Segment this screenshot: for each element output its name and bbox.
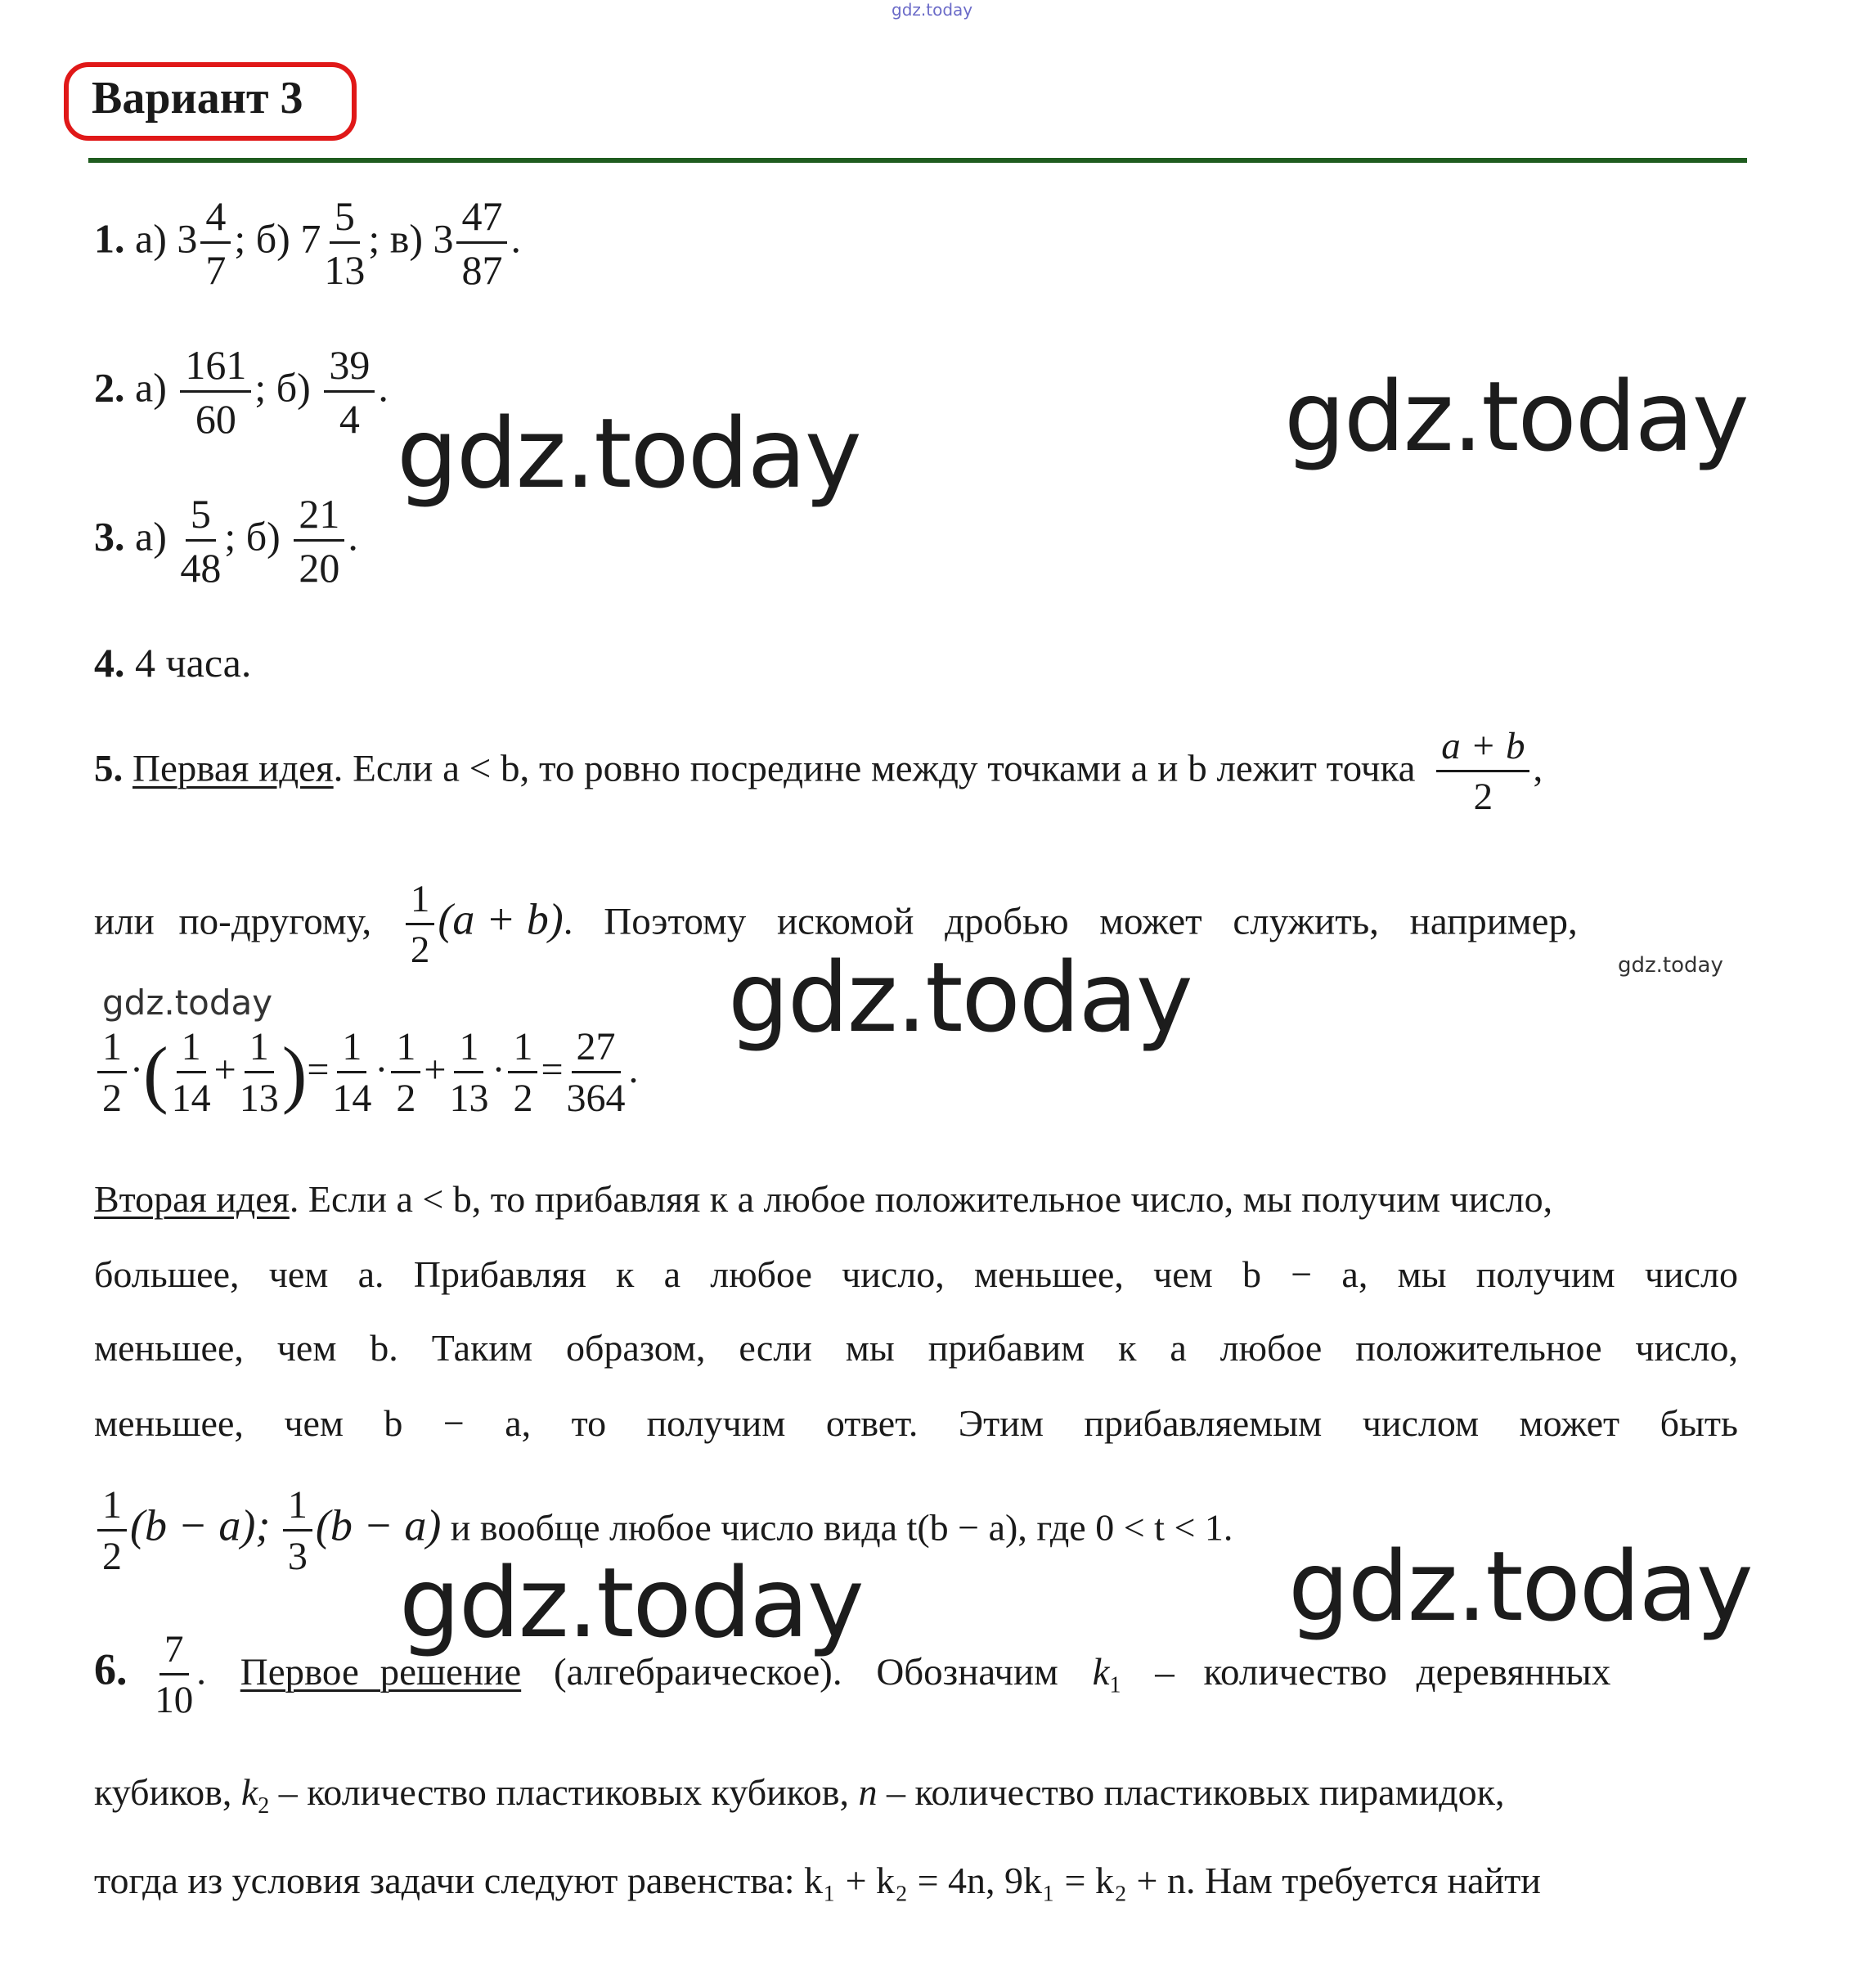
problem-1-a-label: а) 3 — [135, 215, 198, 262]
problem-6-text-1: (алгебраическое). Обозначим — [553, 1650, 1058, 1693]
problem-6-text-1b: – количество деревянных — [1155, 1650, 1611, 1693]
problem-3-number: 3. — [94, 513, 125, 560]
fraction — [180, 344, 251, 440]
denominator: 7 — [205, 246, 227, 293]
problem-6-text-2c: – количество пластиковых пирамидок, — [887, 1771, 1505, 1813]
problem-1-number: 1. — [94, 215, 125, 262]
dot-operator: · — [375, 1047, 389, 1091]
watermark: gdz.today — [1618, 953, 1723, 978]
plus-operator: + — [424, 1047, 447, 1091]
period: . — [510, 215, 521, 262]
denominator: 60 — [195, 395, 236, 442]
numerator: 1 — [97, 1027, 127, 1073]
problem-6-number: 6. — [94, 1644, 128, 1694]
variable-n: n — [858, 1771, 878, 1813]
plus-operator: + — [213, 1047, 236, 1091]
problem-5-line-4 — [94, 1178, 1553, 1220]
fraction — [172, 1027, 211, 1120]
problem-3 — [94, 493, 358, 589]
problem-5-equation — [94, 1027, 639, 1120]
title-divider — [88, 158, 1747, 163]
variable-k: k — [240, 1771, 258, 1813]
problem-5-text-2a: или по-другому, — [94, 900, 372, 943]
problem-1-c-label: ; в) 3 — [368, 215, 454, 262]
numerator: 1 — [177, 1027, 206, 1073]
denominator: 3 — [287, 1535, 308, 1579]
fraction — [97, 1485, 127, 1578]
fraction — [180, 493, 221, 589]
fraction — [97, 1027, 127, 1120]
expression: (b − a) — [315, 1500, 442, 1550]
denominator: 48 — [180, 544, 222, 591]
numerator: 4 — [200, 195, 231, 244]
expression: (b − a); — [130, 1500, 271, 1550]
problem-5-line-7: меньшее, чем b − a, то получим ответ. Этим прибавляемым числом может быть — [94, 1402, 1738, 1444]
denominator: 13 — [239, 1077, 279, 1121]
right-paren: ) — [281, 1031, 308, 1115]
numerator: 39 — [324, 344, 375, 393]
denominator: 10 — [155, 1679, 194, 1722]
fraction — [240, 1027, 279, 1120]
fraction — [294, 493, 344, 589]
fraction — [567, 1027, 626, 1120]
fraction — [391, 1027, 420, 1120]
denominator: 364 — [566, 1077, 626, 1121]
period: . — [378, 364, 389, 411]
denominator: 2 — [1473, 776, 1493, 819]
numerator: 1 — [283, 1485, 312, 1531]
denominator: 20 — [299, 544, 340, 591]
problem-6-text-2b: – количество пластиковых кубиков, — [278, 1771, 849, 1813]
expression: (a + b) — [438, 894, 564, 944]
denominator: 13 — [324, 246, 366, 293]
fraction — [449, 1027, 488, 1120]
denominator: 2 — [396, 1077, 416, 1121]
watermark: gdz.today — [728, 941, 1192, 1054]
denominator: 4 — [339, 395, 360, 442]
numerator: 47 — [456, 195, 507, 244]
subscript: 1 — [1109, 1672, 1121, 1698]
variable-k: k — [1092, 1650, 1110, 1693]
equals-operator: = — [541, 1047, 564, 1091]
second-idea-label: Вторая идея — [94, 1178, 290, 1220]
denominator: 13 — [449, 1077, 489, 1121]
numerator: a + b — [1436, 726, 1529, 772]
problem-3-a-label: а) — [135, 513, 167, 560]
denominator: 2 — [102, 1535, 122, 1579]
problem-5-line-1 — [94, 726, 1543, 818]
first-idea-label: Первая идея — [132, 747, 334, 790]
fraction — [283, 1485, 312, 1578]
fraction — [456, 195, 507, 291]
numerator: 1 — [406, 879, 435, 925]
subscript: 2 — [258, 1793, 270, 1819]
numerator: 21 — [294, 493, 344, 542]
problem-5-text-2b: . Поэтому искомой дробью может служить, например, — [563, 900, 1578, 943]
fraction — [1436, 726, 1529, 818]
problem-5-text-8: и вообще любое число вида t(b − a), где 0 < t < 1. — [450, 1506, 1233, 1549]
fraction — [332, 1027, 371, 1120]
watermark: gdz.today — [102, 983, 273, 1023]
numerator: 5 — [186, 493, 216, 542]
numerator: 1 — [337, 1027, 366, 1073]
watermark: gdz.today — [397, 397, 860, 510]
comma: , — [1533, 747, 1543, 790]
period: . — [196, 1650, 206, 1693]
left-paren: ( — [142, 1031, 168, 1115]
numerator: 1 — [508, 1027, 537, 1073]
equals-operator: = — [307, 1047, 330, 1091]
numerator: 1 — [391, 1027, 420, 1073]
first-solution-label: Первое решение — [240, 1650, 522, 1693]
problem-6-line-3: тогда из условия задачи следуют равенства: k₁ + k₂ = 4n, 9k₁ = k₂ + n. Нам требуется найти — [94, 1860, 1541, 1901]
numerator: 27 — [572, 1027, 621, 1073]
numerator: 1 — [454, 1027, 483, 1073]
fraction — [508, 1027, 537, 1120]
problem-5-text-4: . Если a < b, то прибавляя к a любое положительное число, мы получим число, — [289, 1178, 1553, 1220]
problem-4 — [94, 640, 252, 686]
problem-6-line-2 — [94, 1771, 1505, 1819]
problem-5-line-5: большее, чем a. Прибавляя к a любое число, меньшее, чем b − a, мы получим число — [94, 1253, 1738, 1295]
page-title: Вариант 3 — [92, 73, 303, 124]
problem-2-a-label: а) — [135, 364, 167, 411]
numerator: 7 — [159, 1630, 189, 1675]
problem-2-b-label: ; б) — [254, 364, 311, 411]
denominator: 2 — [102, 1077, 122, 1121]
dot-operator: · — [130, 1047, 143, 1091]
problem-3-b-label: ; б) — [224, 513, 281, 560]
problem-5-number: 5. — [94, 747, 124, 790]
watermark: gdz.today — [1288, 1530, 1752, 1643]
problem-2 — [94, 344, 389, 440]
numerator: 1 — [245, 1027, 274, 1073]
period: . — [628, 1047, 639, 1091]
denominator: 87 — [461, 246, 503, 293]
fraction — [155, 1630, 193, 1721]
watermark-top: gdz.today — [892, 0, 973, 20]
period: . — [348, 513, 358, 560]
numerator: 161 — [180, 344, 251, 393]
numerator: 1 — [97, 1485, 127, 1531]
numerator: 5 — [330, 195, 360, 244]
denominator: 2 — [410, 929, 430, 972]
denominator: 2 — [513, 1077, 533, 1121]
fraction — [324, 344, 375, 440]
problem-2-number: 2. — [94, 364, 125, 411]
fraction — [200, 195, 231, 291]
problem-6-text-2a: кубиков, — [94, 1771, 232, 1813]
problem-1 — [94, 195, 521, 291]
problem-5-line-6: меньшее, чем b. Таким образом, если мы прибавим к a любое положительное число, — [94, 1327, 1738, 1369]
denominator: 14 — [332, 1077, 372, 1121]
fraction — [324, 195, 365, 291]
watermark: gdz.today — [1284, 360, 1748, 473]
denominator: 14 — [171, 1077, 211, 1121]
problem-1-b-label: ; б) 7 — [234, 215, 321, 262]
dot-operator: · — [492, 1047, 505, 1091]
watermark: gdz.today — [399, 1546, 863, 1659]
problem-4-number: 4. — [94, 640, 125, 686]
problem-4-text: 4 часа. — [135, 640, 252, 686]
problem-5-text-1: . Если a < b, то ровно посредине между точками a и b лежит точка — [333, 747, 1416, 790]
fraction — [406, 879, 435, 971]
